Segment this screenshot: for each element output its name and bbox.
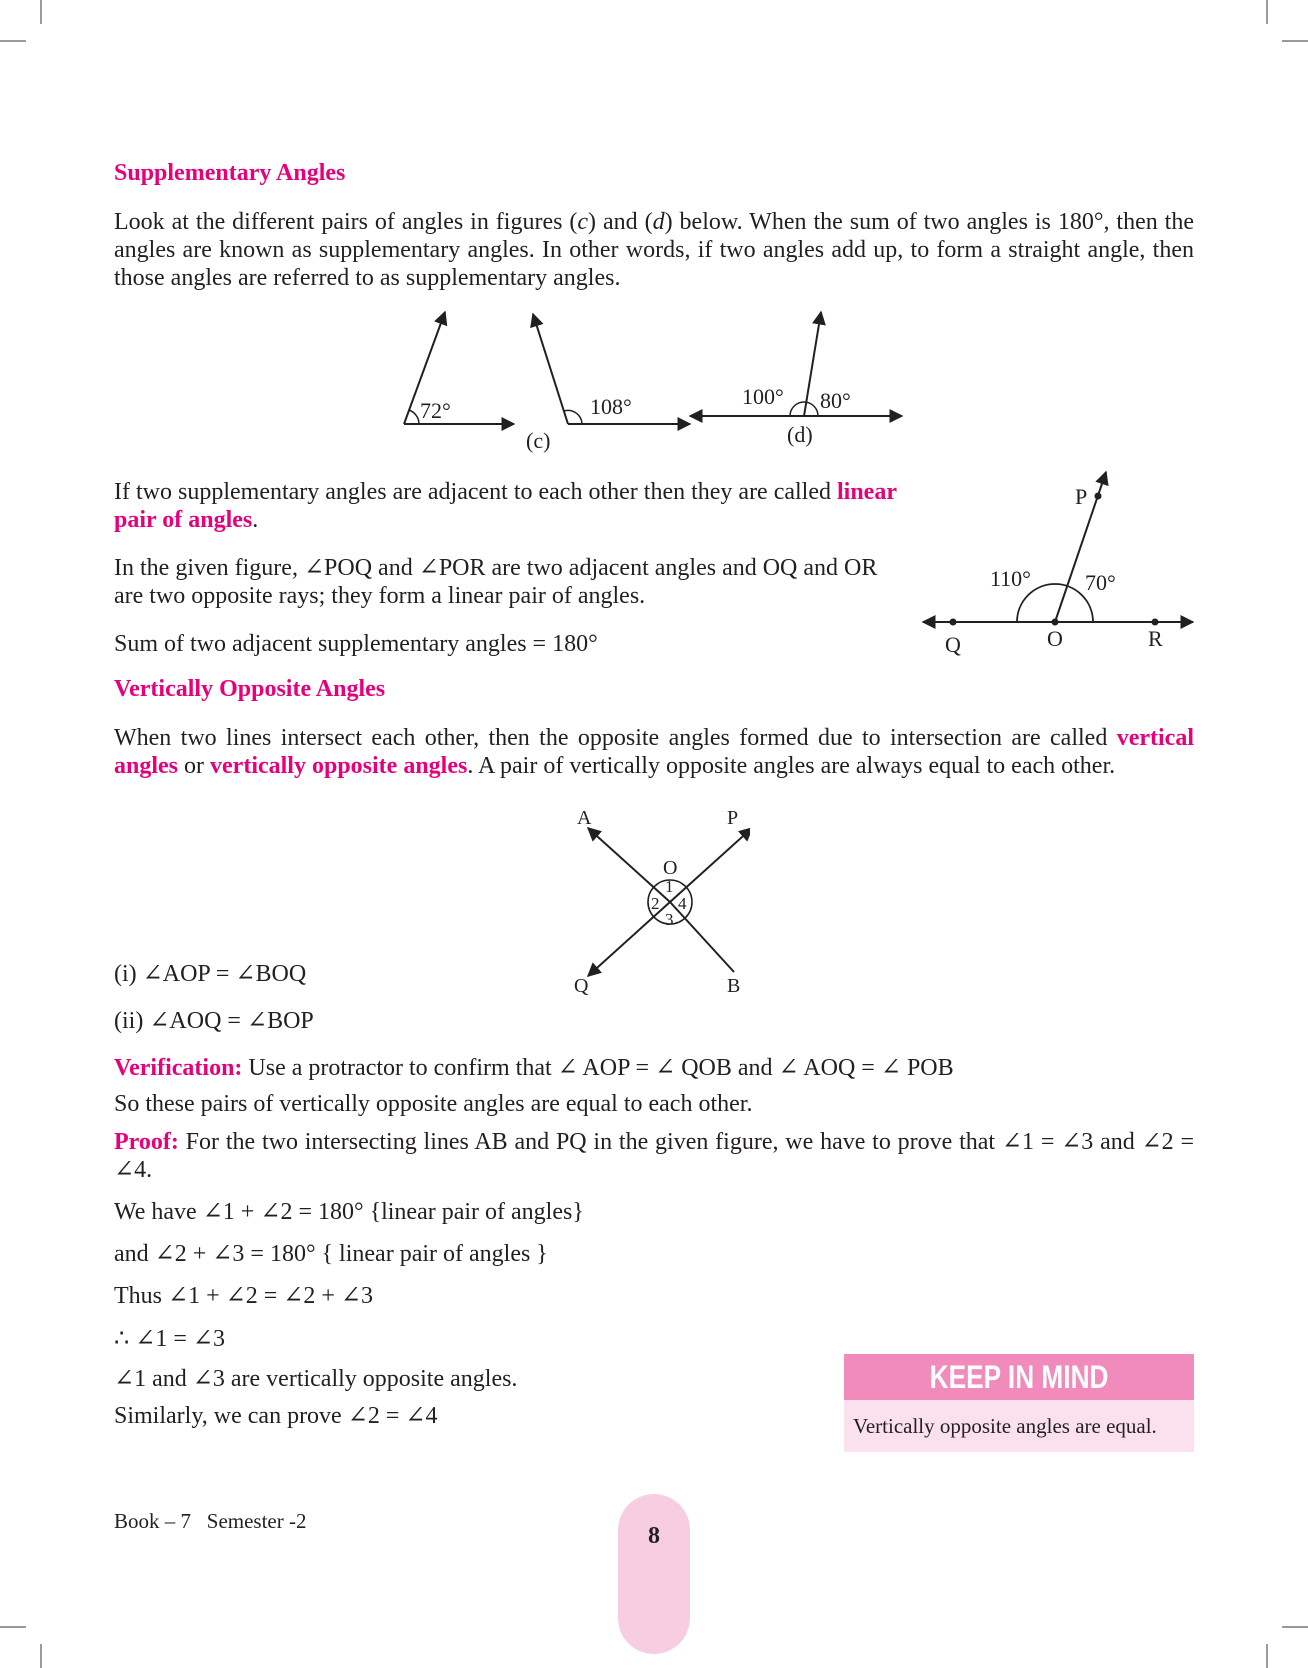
section-heading-supplementary: Supplementary Angles: [114, 160, 346, 186]
equation-item-ii: (ii) ∠AOQ = ∠BOP: [114, 1008, 314, 1034]
figure-c-angle-108: [533, 314, 690, 424]
proof-para: [114, 1128, 1194, 1184]
figure-supplementary-c-d: [390, 300, 930, 460]
vertical-angle-3: 3: [665, 910, 674, 929]
supplementary-intro: [114, 208, 1194, 292]
verification-text: Use a protractor to confirm that ∠ AOP = ∠ QOB and ∠ AOQ = ∠ POB: [242, 1055, 954, 1081]
footer-book-info: [114, 1509, 307, 1534]
linear-label-p: P: [1075, 484, 1088, 509]
intro-fig-c: c: [577, 209, 589, 235]
proof-step-6: Similarly, we can prove ∠2 = ∠4: [114, 1403, 438, 1429]
proof-step-1: We have ∠1 + ∠2 = 180° {linear pair of angles}: [114, 1199, 584, 1225]
keep-in-mind-title: [844, 1354, 1194, 1400]
vertical-angle-1: 1: [665, 877, 674, 896]
proof-label: Proof:: [114, 1129, 179, 1155]
figure-caption-c: (c): [526, 428, 551, 453]
vertical-term-1: vertical angles: [114, 725, 1194, 779]
linear-pair-sum: Sum of two adjacent supplementary angles = 180°: [114, 631, 598, 657]
angle-label-108: 108°: [590, 394, 632, 419]
vertical-label-a: A: [577, 810, 592, 829]
vertical-text: When two lines intersect each other, then the opposite angles formed due to intersection are called: [114, 725, 1117, 751]
crop-mark: [1266, 0, 1268, 24]
crop-mark: [0, 40, 26, 42]
vertical-label-p: P: [727, 810, 739, 829]
vertical-intro: [114, 724, 1194, 780]
vertical-angle-4: 4: [678, 894, 687, 913]
angle-label-100: 100°: [742, 384, 784, 409]
linear-pair-text: If two supplementary angles are adjacent to each other then they are called: [114, 479, 837, 505]
vertical-term-2: vertically opposite angles: [210, 753, 468, 779]
vertical-angle-2: 2: [651, 894, 660, 913]
crop-mark: [1282, 40, 1308, 42]
crop-mark: [0, 1626, 26, 1628]
linear-label-r: R: [1148, 626, 1163, 651]
figure-d-linear-angles: [690, 312, 902, 447]
figure-caption-d: (d): [787, 422, 813, 447]
section-heading-vertical: Vertically Opposite Angles: [114, 676, 386, 702]
linear-pair-end: .: [252, 507, 259, 533]
crop-mark: [1282, 1626, 1308, 1628]
footer-semester: Semester -2: [206, 1509, 307, 1533]
crop-mark: [40, 1644, 42, 1668]
crop-mark: [40, 0, 42, 24]
verification-line: [114, 1054, 954, 1082]
verification-label: Verification:: [114, 1055, 243, 1081]
footer-book: Book – 7: [114, 1509, 192, 1533]
intro-fig-d: d: [652, 209, 665, 235]
vertical-label-o: O: [663, 857, 678, 879]
keep-in-mind-text: Vertically opposite angles are equal.: [844, 1400, 1194, 1452]
linear-label-o: O: [1047, 626, 1063, 651]
keep-in-mind-title-text: KEEP IN MIND: [929, 1359, 1109, 1395]
page-number: 8: [648, 1523, 660, 1549]
angle-label-80: 80°: [820, 388, 851, 413]
linear-label-q: Q: [945, 632, 961, 657]
angle-label-110: 110°: [990, 566, 1031, 591]
so-line: So these pairs of vertically opposite angles are equal to each other.: [114, 1091, 753, 1117]
crop-mark: [1266, 1644, 1268, 1668]
proof-step-4: ∴ ∠1 = ∠3: [114, 1326, 226, 1352]
proof-step-2: and ∠2 + ∠3 = 180° { linear pair of angles }: [114, 1241, 548, 1267]
linear-pair-para: [114, 478, 904, 534]
angle-label-70: 70°: [1085, 570, 1116, 595]
figure-c-angle-72: [404, 312, 514, 424]
intro-text: ) and (: [588, 209, 653, 235]
proof-text: For the two intersecting lines AB and PQ in the given figure, we have to prove that ∠1 = ∠3 and ∠2 = ∠4.: [114, 1129, 1194, 1183]
intro-text: Look at the different pairs of angles in figures (: [114, 209, 578, 235]
proof-step-3: Thus ∠1 + ∠2 = ∠2 + ∠3: [114, 1283, 374, 1309]
page-number-tab: [618, 1494, 690, 1654]
vertical-text: . A pair of vertically opposite angles are always equal to each other.: [467, 753, 1116, 779]
vertical-label-q: Q: [574, 975, 589, 997]
intro-text: ) below. When the sum of two angles is 180°, then the angles are known as supplementary angles. In other words, if two angles add up, to form a straight angle, then those angles are referred to as supplementary angles.: [114, 209, 1195, 291]
figure-linear-pair: [915, 462, 1205, 662]
proof-step-5: ∠1 and ∠3 are vertically opposite angles.: [114, 1366, 518, 1392]
linear-pair-explanation: In the given figure, ∠POQ and ∠POR are two adjacent angles and OQ and OR are two opposite rays; they form a linear pair of angles.: [114, 555, 878, 609]
angle-label-72: 72°: [420, 398, 451, 423]
linear-pair-term: linear pair of angles: [114, 479, 897, 533]
vertical-label-b: B: [727, 975, 741, 997]
figure-vertical-angles: [560, 810, 750, 1000]
equation-item-i: (i) ∠AOP = ∠BOQ: [114, 961, 307, 987]
vertical-text-or: or: [178, 753, 211, 779]
